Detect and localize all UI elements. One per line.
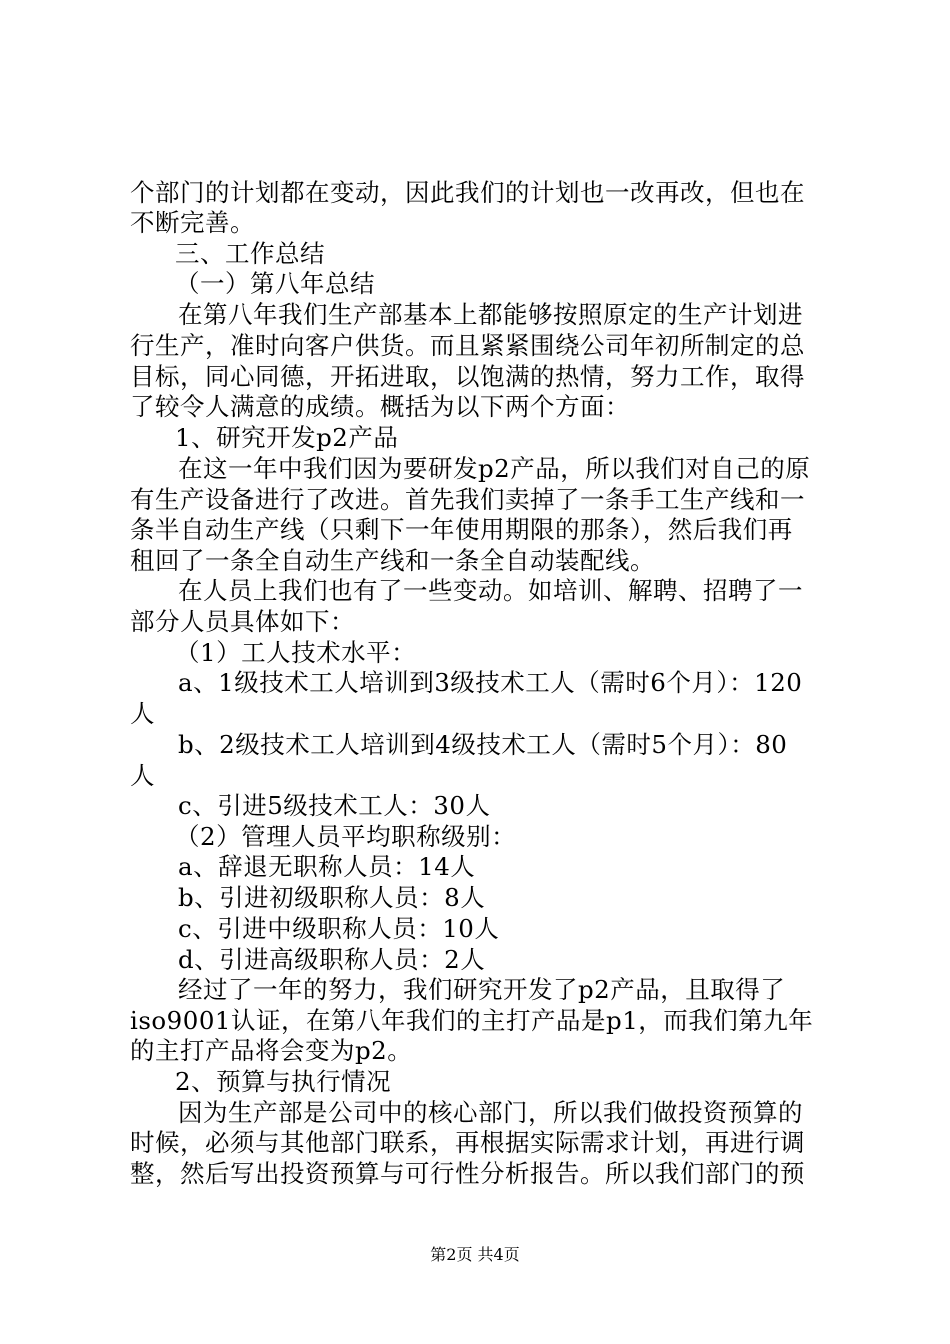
text-line: 在人员上我们也有了一些变动。如培训、解聘、招聘了一 (178, 576, 803, 605)
list-item: c、引进中级职称人员：10人 (178, 914, 500, 943)
item-heading: 1、研究开发p2产品 (175, 423, 399, 452)
text-line: 部分人员具体如下： (130, 607, 355, 636)
list-item: b、引进初级职称人员：8人 (178, 883, 486, 912)
text-line: 的主打产品将会变为p2。 (130, 1036, 413, 1065)
list-item-continued: 人 (130, 761, 155, 790)
text-line: 个部门的计划都在变动，因此我们的计划也一改再改，但也在 (130, 178, 805, 207)
text-line: iso9001认证，在第八年我们的主打产品是p1，而我们第九年 (130, 1006, 814, 1035)
list-item: d、引进高级职称人员：2人 (178, 945, 486, 974)
text-line: 在第八年我们生产部基本上都能够按照原定的生产计划进 (178, 300, 803, 329)
subsection-heading: （一）第八年总结 (175, 269, 375, 298)
section-heading: 三、工作总结 (175, 239, 325, 268)
text-line: 条半自动生产线（只剩下一年使用期限的那条），然后我们再 (130, 515, 793, 544)
page-number-footer: 第2页 共4页 (430, 1245, 520, 1264)
text-line: 了较令人满意的成绩。概括为以下两个方面： (130, 392, 630, 421)
list-item: c、引进5级技术工人：30人 (178, 791, 491, 820)
list-item: b、2级技术工人培训到4级技术工人（需时5个月）：80 (178, 730, 788, 759)
text-line: 在这一年中我们因为要研发p2产品，所以我们对自己的原 (178, 454, 811, 483)
text-line: 时候，必须与其他部门联系，再根据实际需求计划，再进行调 (130, 1128, 805, 1157)
list-item: a、辞退无职称人员：14人 (178, 852, 476, 881)
list-item-continued: 人 (130, 699, 155, 728)
item-heading: 2、预算与执行情况 (175, 1067, 392, 1096)
text-line: 因为生产部是公司中的核心部门，所以我们做投资预算的 (178, 1098, 803, 1127)
text-line: 目标，同心同德，开拓进取，以饱满的热情，努力工作，取得 (130, 362, 805, 391)
list-item: a、1级技术工人培训到3级技术工人（需时6个月）：120 (178, 668, 803, 697)
text-line: 经过了一年的努力，我们研究开发了p2产品，且取得了 (178, 975, 786, 1004)
list-heading: （1）工人技术水平： (175, 638, 417, 667)
text-line: 不断完善。 (130, 208, 255, 237)
list-heading: （2）管理人员平均职称级别： (175, 822, 517, 851)
text-line: 有生产设备进行了改进。首先我们卖掉了一条手工生产线和一 (130, 485, 805, 514)
text-line: 行生产，准时向客户供货。而且紧紧围绕公司年初所制定的总 (130, 331, 805, 360)
text-line: 整，然后写出投资预算与可行性分析报告。所以我们部门的预 (130, 1159, 805, 1188)
text-line: 租回了一条全自动生产线和一条全自动装配线。 (130, 546, 655, 575)
